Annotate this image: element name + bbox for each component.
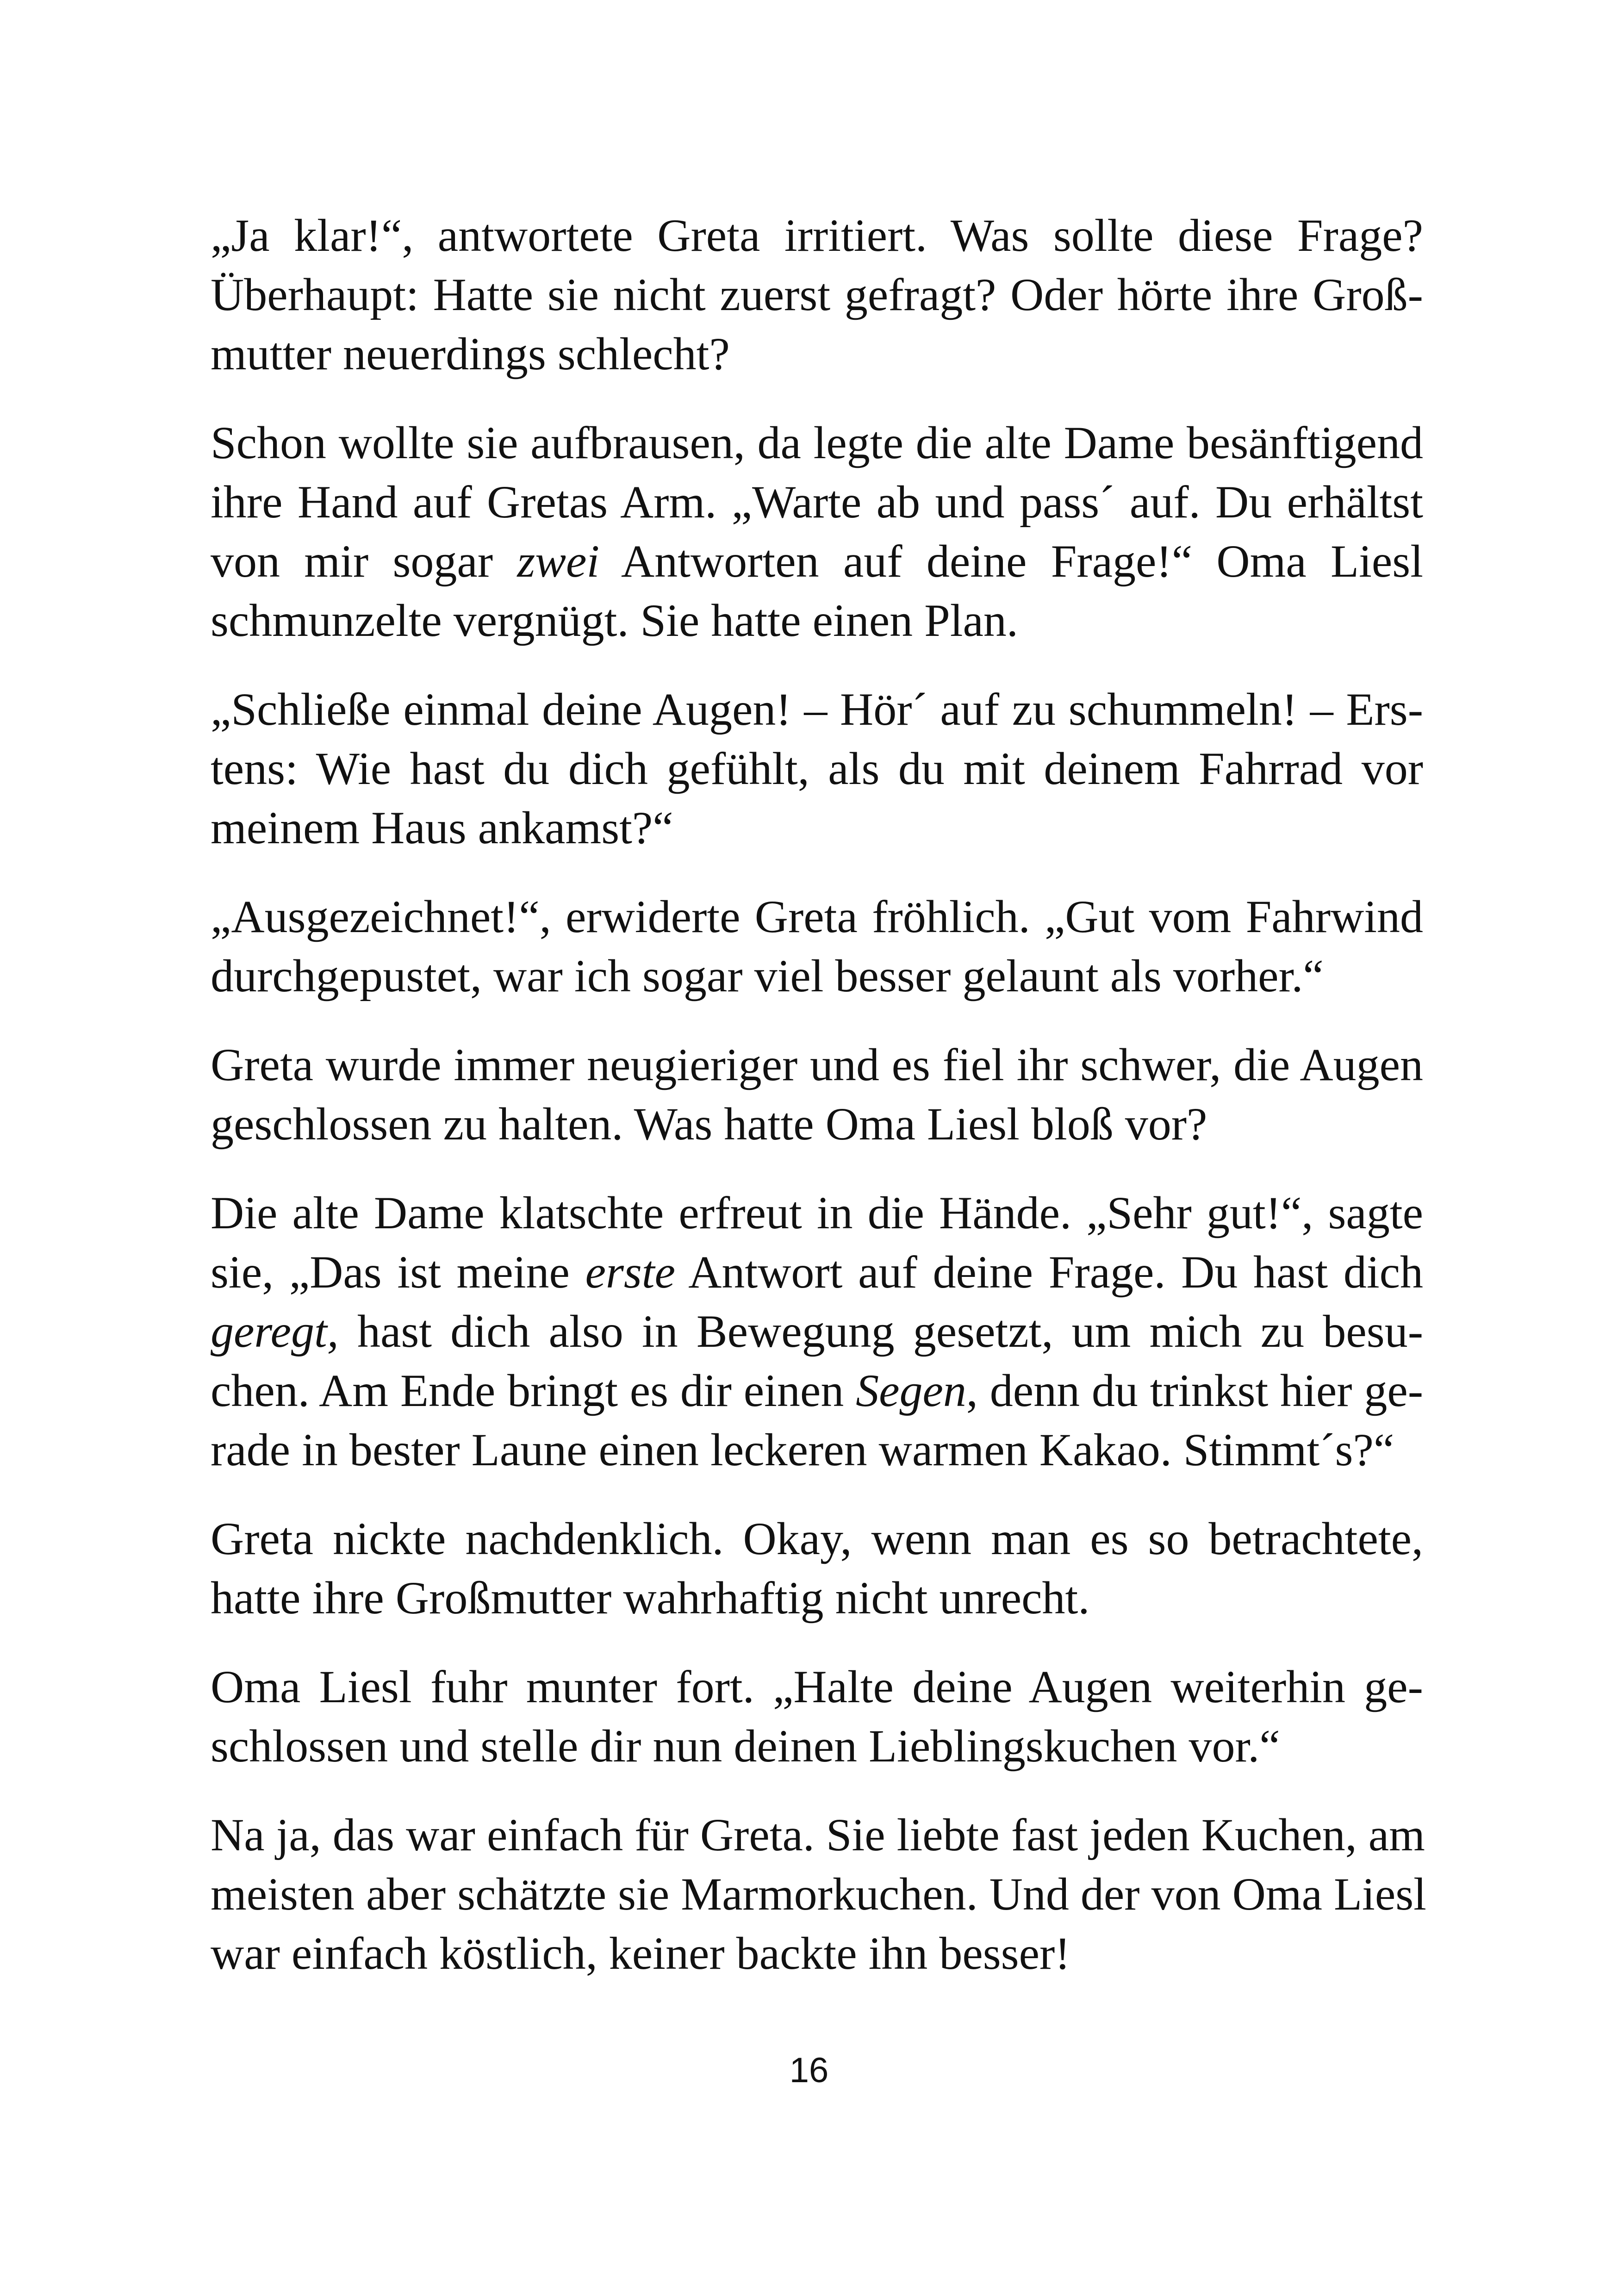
text-segment: „Schließe einmal deine Augen! – Hör´ auf zu schummeln! – Ers- bbox=[211, 684, 1423, 735]
text-line bbox=[211, 798, 1423, 858]
text-segment: meinem Haus ankamst?“ bbox=[211, 802, 673, 853]
text-line bbox=[211, 1361, 1423, 1420]
text-segment: schmunzelte vergnügt. Sie hatte einen Plan. bbox=[211, 595, 1018, 646]
text-segment: hast dich also in Bewegung gesetzt, um mich zu besu- bbox=[338, 1306, 1423, 1357]
text-segment: schlossen und stelle dir nun deinen Lieblingskuchen vor.“ bbox=[211, 1720, 1280, 1772]
text-line bbox=[211, 1657, 1423, 1717]
paragraph bbox=[211, 1035, 1423, 1154]
text-segment: mutter neuerdings schlecht? bbox=[211, 328, 730, 380]
text-line bbox=[211, 1509, 1423, 1568]
text-line bbox=[211, 680, 1423, 739]
text-line bbox=[211, 1243, 1423, 1302]
text-line bbox=[211, 324, 1423, 384]
paragraph bbox=[211, 206, 1423, 384]
text-segment: Oma Liesl fuhr munter fort. „Halte deine Augen weiterhin ge- bbox=[211, 1661, 1423, 1712]
text-line bbox=[211, 1035, 1423, 1095]
emphasized-text: Segen bbox=[856, 1365, 966, 1416]
text-segment: Schon wollte sie aufbrausen, da legte die alte Dame besänftigend bbox=[211, 417, 1423, 468]
text-line bbox=[211, 532, 1423, 591]
paragraph bbox=[211, 887, 1423, 1006]
text-segment: „Ja klar!“, antwortete Greta irritiert. Was sollte diese Frage? bbox=[211, 210, 1423, 261]
page-number: 16 bbox=[789, 2051, 829, 2090]
text-segment: Greta wurde immer neugieriger und es fiel ihr schwer, die Augen bbox=[211, 1039, 1423, 1090]
text-segment: geschlossen zu halten. Was hatte Oma Liesl bloß vor? bbox=[211, 1098, 1207, 1150]
text-line bbox=[211, 887, 1423, 946]
text-segment: meisten aber schätzte sie Marmorkuchen. Und der von Oma Liesl bbox=[211, 1868, 1426, 1920]
text-segment: tens: Wie hast du dich gefühlt, als du mit deinem Fahrrad vor bbox=[211, 743, 1423, 794]
text-line bbox=[211, 1924, 1423, 1983]
text-segment: von mir sogar bbox=[211, 535, 517, 587]
text-segment: Antwort auf deine Frage. Du hast dich bbox=[675, 1246, 1423, 1298]
text-segment: war einfach köstlich, keiner backte ihn besser! bbox=[211, 1928, 1070, 1979]
emphasized-text: erste bbox=[585, 1246, 675, 1298]
text-line bbox=[211, 1805, 1423, 1865]
text-line bbox=[211, 206, 1423, 265]
text-segment: sie, „Das ist meine bbox=[211, 1246, 585, 1298]
text-line bbox=[211, 473, 1423, 532]
paragraph bbox=[211, 1183, 1423, 1480]
text-line bbox=[211, 946, 1423, 1006]
text-segment: ihre Hand auf Gretas Arm. „Warte ab und pass´ auf. Du erhältst bbox=[211, 476, 1423, 528]
paragraph bbox=[211, 1657, 1423, 1776]
text-line bbox=[211, 1420, 1423, 1480]
text-segment: hatte ihre Großmutter wahrhaftig nicht unrecht. bbox=[211, 1572, 1090, 1624]
paragraph bbox=[211, 1509, 1423, 1628]
paragraph bbox=[211, 680, 1423, 858]
text-segment: Na ja, das war einfach für Greta. Sie liebte fast jeden Kuchen, am bbox=[211, 1809, 1425, 1860]
text-line bbox=[211, 1865, 1426, 1924]
text-line bbox=[211, 739, 1423, 798]
text-segment: chen. Am Ende bringt es dir einen bbox=[211, 1365, 856, 1416]
text-line bbox=[211, 413, 1423, 473]
paragraph bbox=[211, 413, 1423, 650]
text-segment: „Ausgezeichnet!“, erwiderte Greta fröhlich. „Gut vom Fahrwind bbox=[211, 891, 1423, 942]
text-segment: rade in bester Laune einen leckeren warmen Kakao. Stimmt´s?“ bbox=[211, 1424, 1394, 1475]
text-segment: Überhaupt: Hatte sie nicht zuerst gefragt? Oder hörte ihre Groß- bbox=[211, 269, 1423, 320]
text-segment: Antworten auf deine Frage!“ Oma Liesl bbox=[599, 535, 1423, 587]
text-segment: durchgepustet, war ich sogar viel besser gelaunt als vorher.“ bbox=[211, 950, 1324, 1002]
text-line bbox=[211, 1568, 1423, 1628]
paragraph bbox=[211, 1805, 1426, 1983]
page-body bbox=[211, 206, 1426, 2013]
text-segment: , denn du trinkst hier ge- bbox=[966, 1365, 1424, 1416]
emphasized-text: zwei bbox=[517, 535, 600, 587]
text-line bbox=[211, 1095, 1423, 1154]
text-line bbox=[211, 1717, 1423, 1776]
text-line bbox=[211, 1302, 1423, 1361]
text-line bbox=[211, 1183, 1423, 1243]
text-line bbox=[211, 591, 1423, 650]
text-segment: Die alte Dame klatschte erfreut in die Hände. „Sehr gut!“, sagte bbox=[211, 1187, 1423, 1238]
text-line bbox=[211, 265, 1423, 324]
emphasized-text: geregt, bbox=[211, 1306, 339, 1357]
text-segment: Greta nickte nachdenklich. Okay, wenn man es so betrachtete, bbox=[211, 1513, 1423, 1564]
